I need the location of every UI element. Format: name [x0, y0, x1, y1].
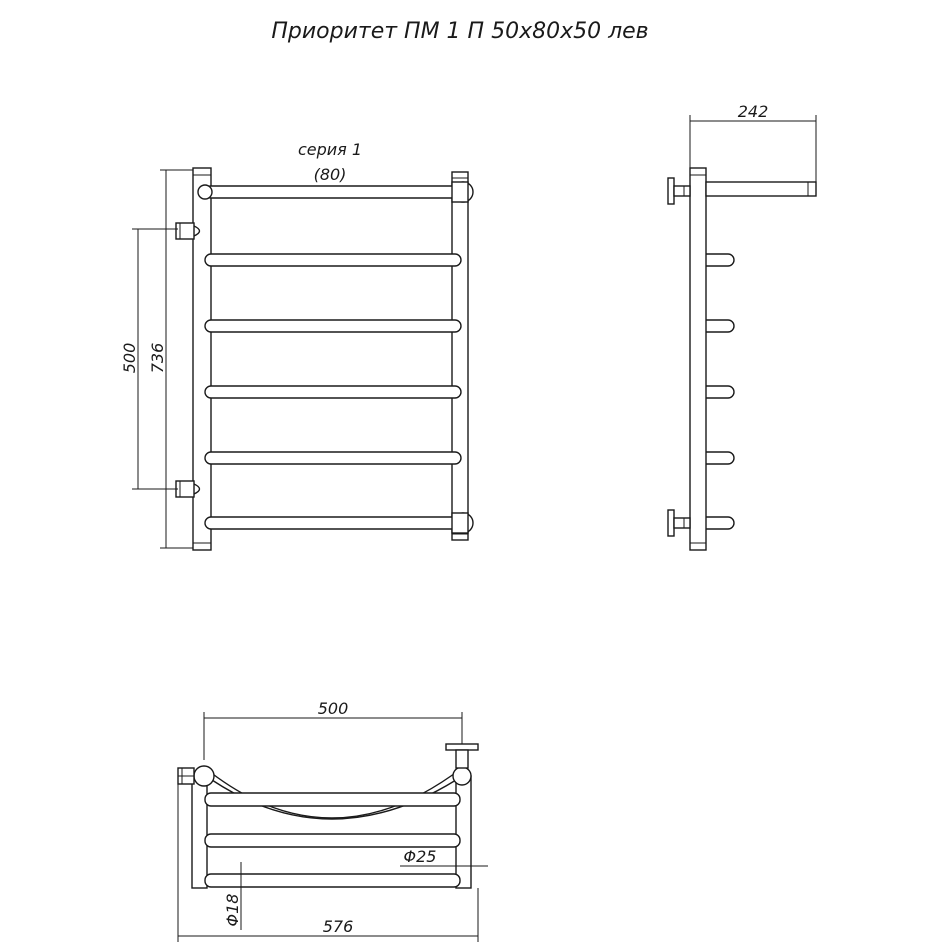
top-left-pole [192, 776, 207, 888]
top-rung [205, 874, 460, 887]
dim-height-total: 736 [148, 342, 167, 374]
top-mount-left [194, 766, 214, 786]
dim-pipe-main: Φ25 [403, 847, 437, 866]
rung-stub [706, 452, 734, 464]
rungs [205, 186, 461, 529]
top-right-pole [456, 776, 471, 888]
top-view [178, 699, 488, 942]
rung [205, 452, 461, 464]
rung [205, 254, 461, 266]
drawing-title: Приоритет ПМ 1 П 50х80х50 лев [271, 19, 649, 44]
dim-height-center: 500 [120, 342, 139, 374]
rung [205, 517, 461, 529]
side-pole [690, 168, 706, 550]
rung [205, 186, 461, 198]
rung [205, 386, 461, 398]
shelf-bar [706, 182, 816, 196]
top-connector-right [446, 744, 478, 768]
series-label: серия 1 [297, 140, 363, 159]
rung-stub [706, 517, 734, 529]
side-connector-bottom [668, 510, 690, 536]
top-rung [205, 834, 460, 847]
rung-stub [706, 320, 734, 332]
series-spacing-label: (80) [313, 165, 347, 184]
front-view [120, 140, 473, 550]
dim-depth: 242 [737, 102, 769, 121]
rung-stub [706, 254, 734, 266]
dim-width-total: 576 [322, 917, 354, 936]
rung-stub [706, 386, 734, 398]
dim-width-center: 500 [317, 699, 349, 718]
side-connector-top [668, 178, 690, 204]
mount-bracket [198, 185, 212, 199]
side-view [668, 102, 816, 550]
top-rung [205, 793, 460, 806]
dim-pipe-rung: Φ18 [223, 893, 242, 927]
rung [205, 320, 461, 332]
top-mount-right [453, 767, 471, 785]
top-connector-left [178, 768, 194, 784]
right-pole [452, 172, 468, 540]
